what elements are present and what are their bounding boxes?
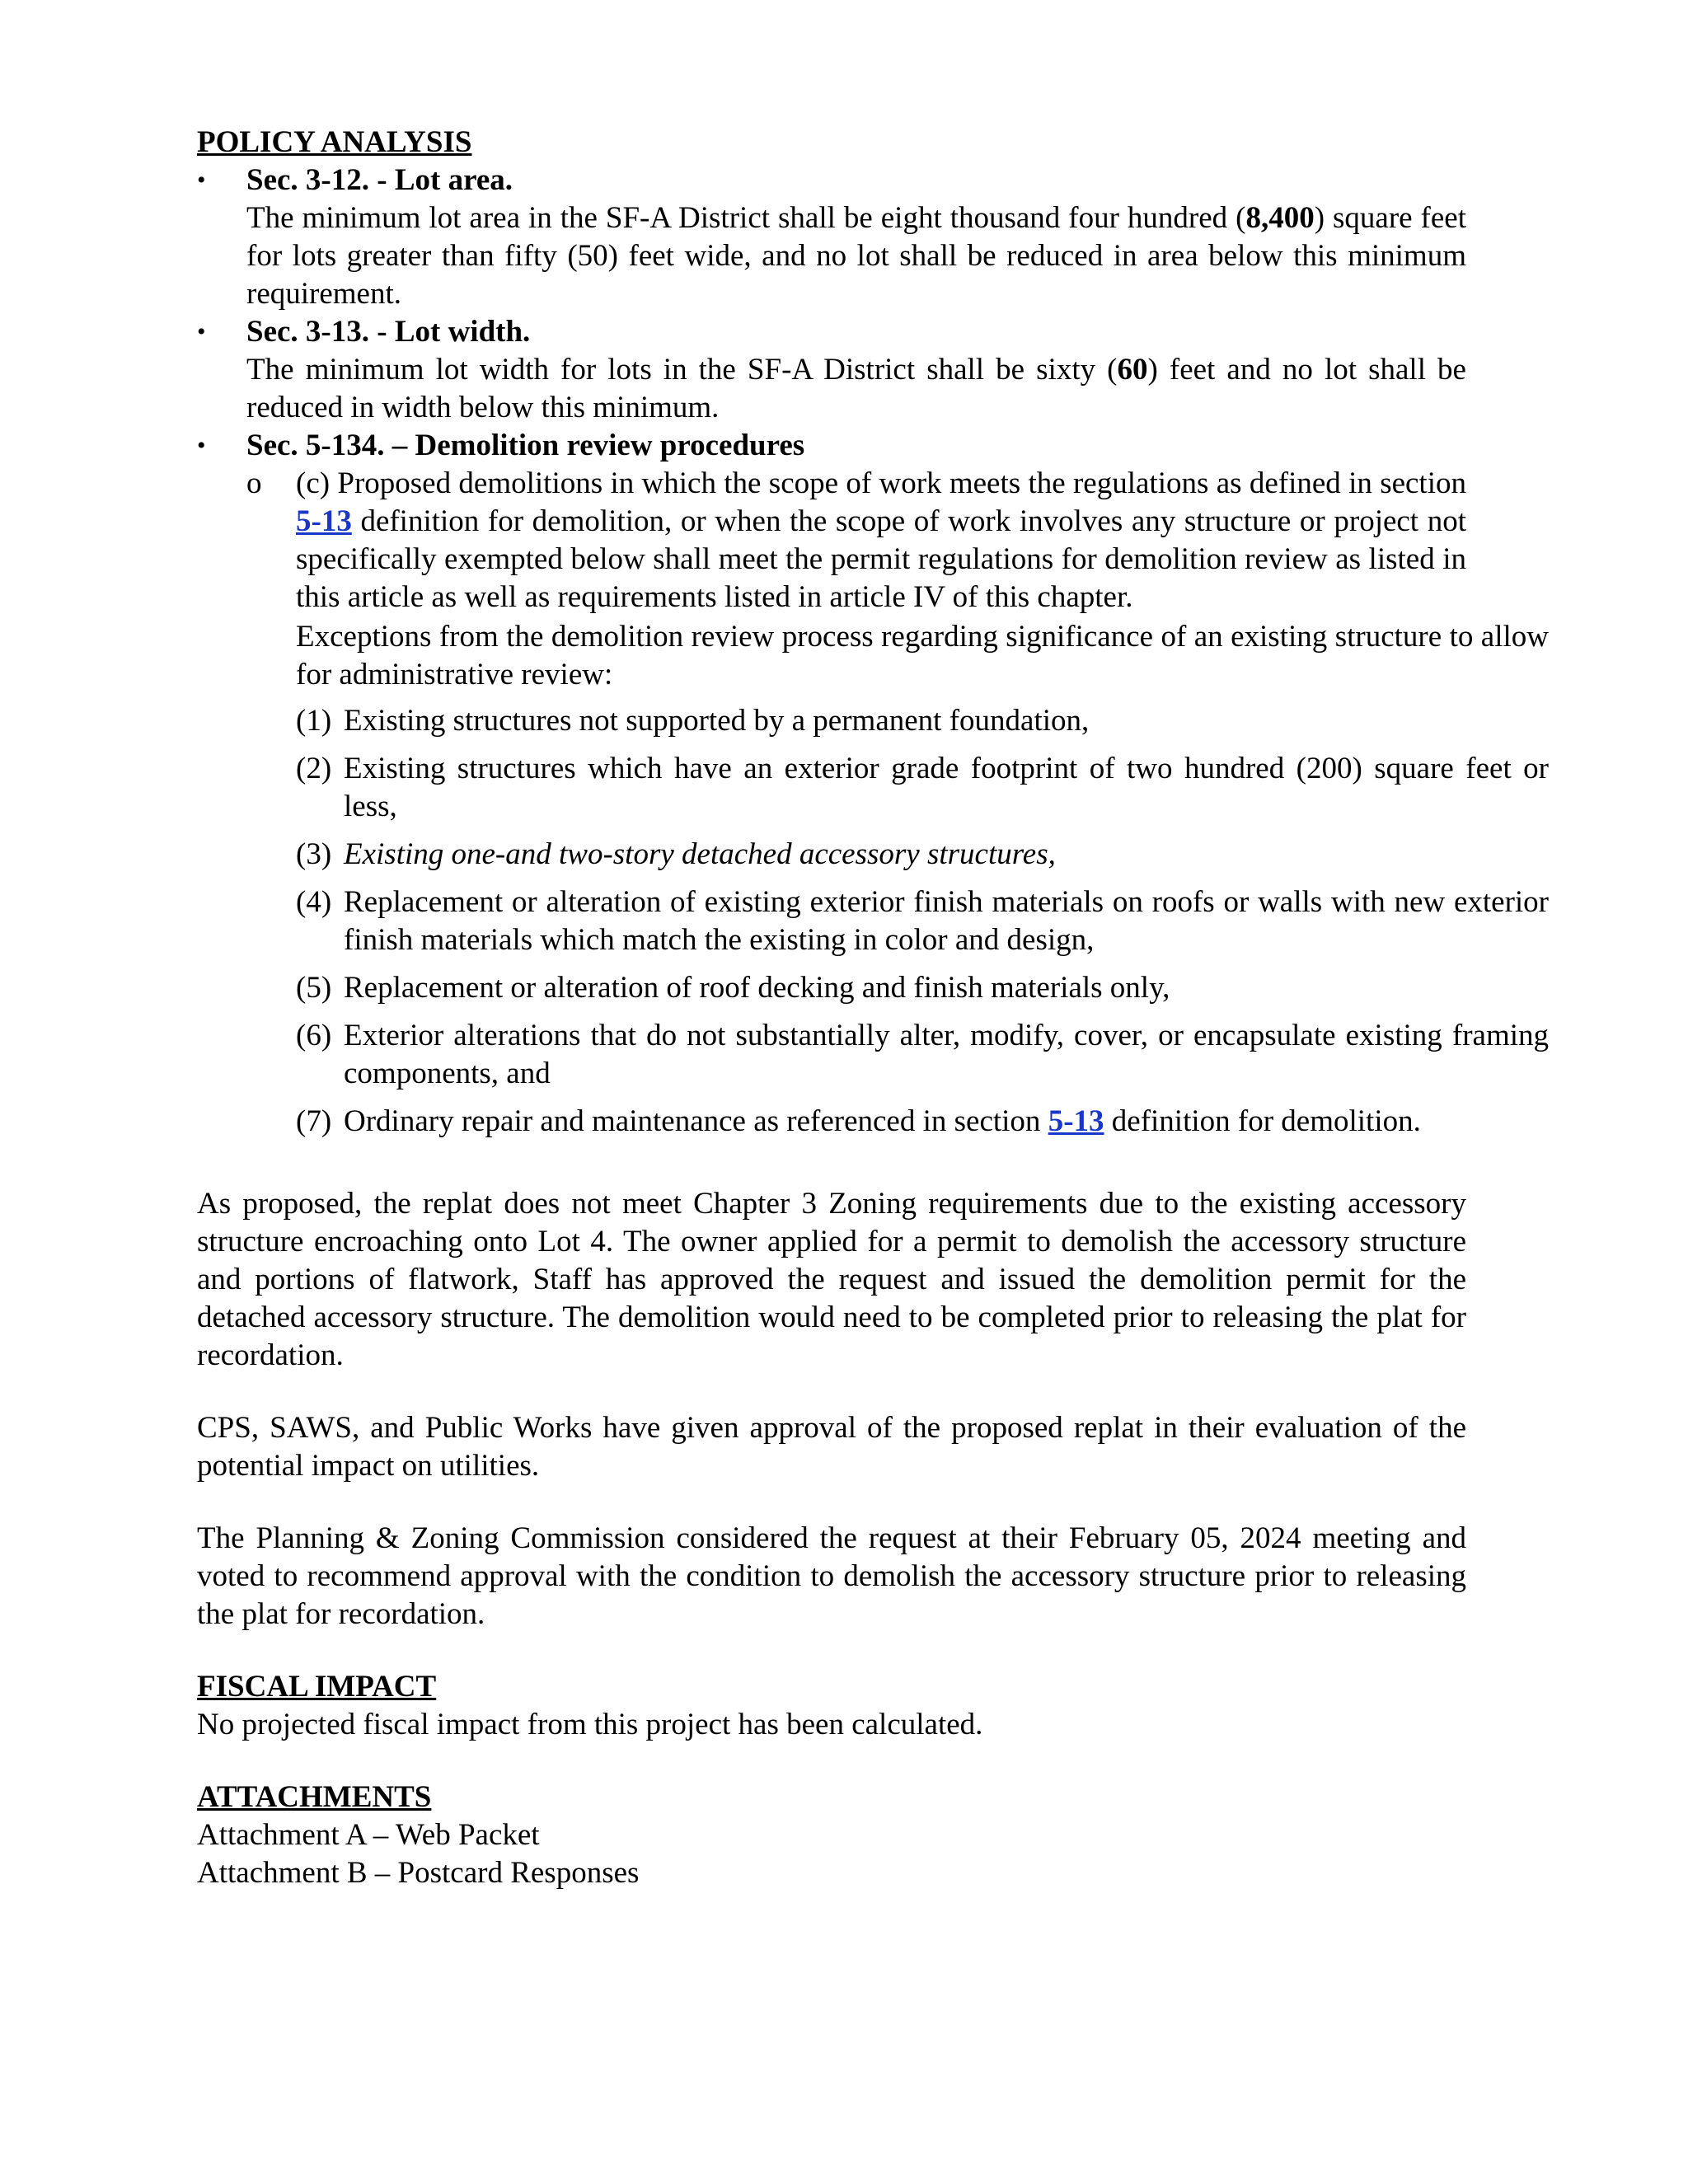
exception-text: Ordinary repair and maintenance as referenced in section bbox=[344, 1104, 1048, 1138]
bullet-marker: • bbox=[197, 318, 206, 345]
lot-width-value: 60 bbox=[1117, 353, 1148, 387]
exception-item bbox=[296, 750, 1549, 826]
exception-number: (1) bbox=[296, 704, 332, 738]
exception-text: Replacement or alteration of roof decking and finish materials only, bbox=[344, 971, 1170, 1005]
demolition-subsection-c bbox=[197, 465, 1466, 616]
policy-item-title: Sec. 5-134. – Demolition review procedures bbox=[246, 429, 805, 462]
fiscal-impact-text: No projected fiscal impact from this project has been calculated. bbox=[197, 1708, 983, 1741]
body-paragraph: CPS, SAWS, and Public Works have given approval of the proposed replat in their evaluation of the potential impact on utilities. bbox=[197, 1411, 1466, 1483]
attachments-heading: ATTACHMENTS bbox=[197, 1780, 432, 1814]
exception-item bbox=[296, 1103, 1549, 1141]
policy-analysis-heading: POLICY ANALYSIS bbox=[197, 125, 472, 159]
policy-item-text bbox=[246, 351, 1466, 427]
exception-item bbox=[296, 883, 1549, 959]
exceptions-list bbox=[197, 702, 1549, 1141]
policy-item-lot-area bbox=[197, 162, 1466, 313]
policy-item-text-part: ) feet and no lot shall be reduced in width below this minimum. bbox=[246, 353, 1466, 424]
policy-item-text-part: The minimum lot width for lots in the SF-A District shall be sixty ( bbox=[246, 353, 1118, 387]
policy-item-demolition bbox=[197, 427, 1466, 465]
exception-text: definition for demolition. bbox=[1104, 1104, 1421, 1138]
sub-bullet-marker: o bbox=[246, 466, 262, 500]
subsection-c-text-part: definition for demolition, or when the scope of work involves any structure or project not specifically exempted below shall meet the permit regulations for demolition review as listed in this article as well as requirements listed in article IV of this chapter. bbox=[296, 504, 1466, 614]
fiscal-impact-heading: FISCAL IMPACT bbox=[197, 1670, 437, 1704]
exception-item bbox=[296, 969, 1549, 1007]
exception-number: (3) bbox=[296, 837, 332, 871]
exception-text: Existing structures not supported by a permanent foundation, bbox=[344, 704, 1090, 738]
exception-text: Existing structures which have an exterior grade footprint of two hundred (200) square feet or less, bbox=[344, 752, 1549, 823]
bullet-marker: • bbox=[197, 166, 206, 194]
exception-item bbox=[296, 836, 1549, 874]
policy-item-title: Sec. 3-12. - Lot area. bbox=[246, 163, 513, 197]
bullet-marker: • bbox=[197, 432, 206, 459]
body-paragraph: The Planning & Zoning Commission considered the request at their February 05, 2024 meeting and voted to recommend approval with the condition to demolish the accessory structure prior to releasing the plat for recordation. bbox=[197, 1521, 1466, 1631]
subsection-c-text bbox=[296, 465, 1466, 616]
page-content bbox=[197, 124, 1549, 1892]
exception-number: (7) bbox=[296, 1104, 332, 1138]
section-5-13-link[interactable]: 5-13 bbox=[296, 504, 352, 538]
exception-text: Existing one-and two-story detached accessory structures, bbox=[344, 837, 1056, 871]
exception-item bbox=[296, 702, 1549, 740]
lot-area-value: 8,400 bbox=[1245, 201, 1315, 235]
exception-number: (5) bbox=[296, 971, 332, 1005]
exception-number: (2) bbox=[296, 752, 332, 785]
policy-item-text-part: ) square feet for lots greater than fifty (50) feet wide, and no lot shall be reduced in area below this minimum requirement. bbox=[246, 201, 1466, 311]
exception-number: (4) bbox=[296, 885, 332, 919]
policy-item-lot-width bbox=[197, 313, 1466, 427]
exception-text: Exterior alterations that do not substantially alter, modify, cover, or encapsulate existing framing components, and bbox=[344, 1019, 1549, 1090]
policy-item-title: Sec. 3-13. - Lot width. bbox=[246, 315, 531, 349]
attachment-item: Attachment B – Postcard Responses bbox=[197, 1856, 640, 1890]
policy-item-text-part: The minimum lot area in the SF-A District shall be eight thousand four hundred ( bbox=[246, 201, 1246, 235]
exception-item bbox=[296, 1017, 1549, 1093]
exception-text: Replacement or alteration of existing exterior finish materials on roofs or walls with new exterior finish materials which match the existing in color and design, bbox=[344, 885, 1549, 957]
exceptions-intro: Exceptions from the demolition review process regarding significance of an existing structure to allow for administrative review: bbox=[296, 620, 1549, 691]
exception-number: (6) bbox=[296, 1019, 332, 1052]
section-5-13-link[interactable]: 5-13 bbox=[1048, 1104, 1104, 1138]
policy-item-text bbox=[246, 199, 1466, 313]
subsection-c-text-part: (c) Proposed demolitions in which the scope of work meets the regulations as defined in section bbox=[296, 466, 1466, 500]
body-paragraph: As proposed, the replat does not meet Chapter 3 Zoning requirements due to the existing accessory structure encroaching onto Lot 4. The owner applied for a permit to demolish the accessory structure and portions of flatwork, Staff has approved the request and issued the demolition permit for the detached accessory structure. The demolition would need to be completed prior to releasing the plat for recordation. bbox=[197, 1187, 1466, 1372]
attachment-item: Attachment A – Web Packet bbox=[197, 1818, 540, 1852]
